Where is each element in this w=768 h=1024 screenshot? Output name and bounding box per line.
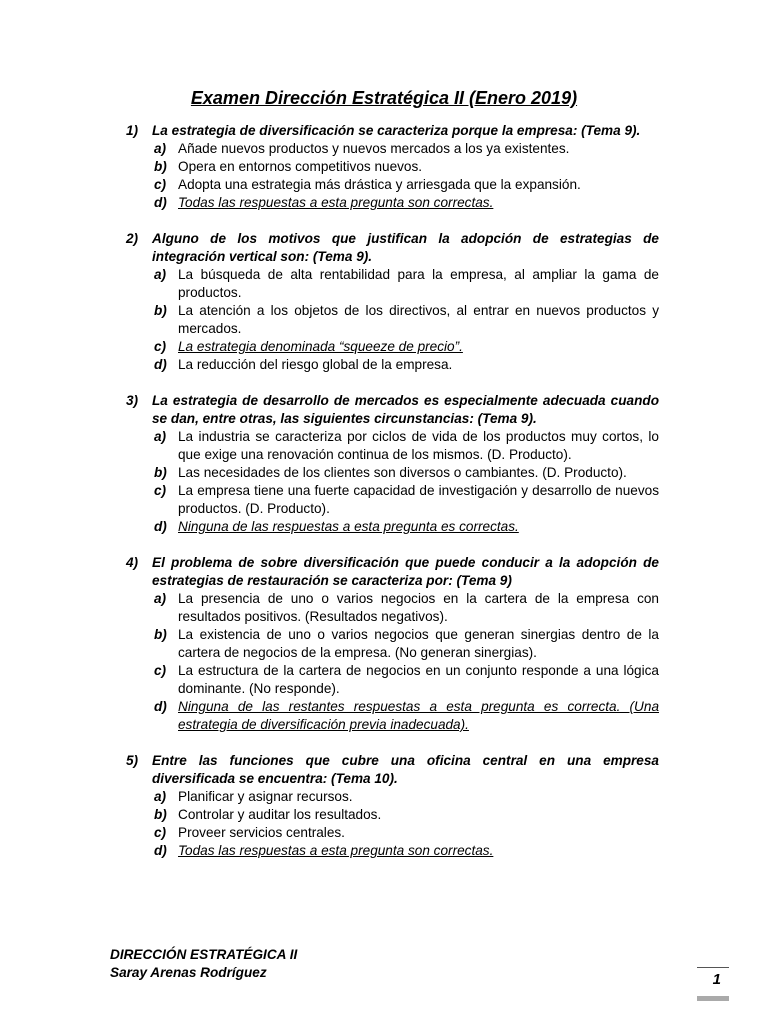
page-title: Examen Dirección Estratégica II (Enero 2019) [190,88,578,108]
option-text: Opera en entornos competitivos nuevos. [178,159,423,174]
option [154,302,659,338]
option-letter: a) [154,267,167,282]
footer [110,946,297,982]
option-letter: a) [154,591,167,606]
option [154,158,659,176]
question-5 [126,752,659,860]
option-text: Añade nuevos productos y nuevos mercados a los ya existentes. [178,141,570,156]
option-text: La búsqueda de alta rentabilidad para la empresa, al ampliar la gama de productos. [178,267,659,300]
option-letter: d) [154,699,167,714]
option [154,356,659,374]
option-text: Controlar y auditar los resultados. [178,807,382,822]
option-letter: b) [154,303,167,318]
question-1 [126,122,659,212]
option-text: La estrategia denominada “squeeze de precio”. [178,339,463,354]
footer-course: DIRECCIÓN ESTRATÉGICA II [110,947,298,962]
option-correct [154,842,659,860]
question-text: Entre las funciones que cubre una oficina central en una empresa diversificada se encuentra: (Tema 10). [152,753,659,786]
option-letter: c) [154,339,167,354]
option-letter: d) [154,519,167,534]
option-text: La industria se caracteriza por ciclos de vida de los productos muy cortos, lo que exige una renovación continua de los mismos. (D. Producto). [178,429,659,462]
option-letter: c) [154,663,167,678]
option-text: La reducción del riesgo global de la empresa. [178,357,453,372]
option-text: Adopta una estrategia más drástica y arriesgada que la expansión. [178,177,581,192]
option [154,626,659,662]
question-number: 2) [126,231,139,246]
option-letter: b) [154,807,167,822]
question-header [126,392,659,428]
question-text: Alguno de los motivos que justifican la adopción de estrategias de integración vertical son: (Tema 9). [152,231,659,264]
option-letter: d) [154,195,167,210]
option-letter: c) [154,483,167,498]
option-correct [154,698,659,734]
question-4 [126,554,659,734]
question-header [126,752,659,788]
question-number: 5) [126,753,139,768]
option-text: Todas las respuestas a esta pregunta son correctas. [178,843,494,858]
question-2 [126,230,659,374]
question-3 [126,392,659,536]
option-letter: b) [154,465,167,480]
option [154,806,659,824]
page-number-box [697,967,729,1001]
option-correct [154,338,659,356]
option [154,662,659,698]
footer-author: Saray Arenas Rodríguez [110,965,267,980]
option-letter: a) [154,429,167,444]
option-text: La empresa tiene una fuerte capacidad de investigación y desarrollo de nuevos productos. (D. Producto). [178,483,659,516]
option [154,590,659,626]
option-text: La estructura de la cartera de negocios en un conjunto responde a una lógica dominante. (No responde). [178,663,659,696]
option-text: Planificar y asignar recursos. [178,789,353,804]
option [154,464,659,482]
option-text: Ninguna de las restantes respuestas a esta pregunta es correcta. (Una estrategia de diversificación previa inadecuada). [178,699,659,732]
questions-list [126,122,659,878]
option-letter: a) [154,789,167,804]
option-letter: b) [154,159,167,174]
option-text: Ninguna de las respuestas a esta pregunta es correctas. [178,519,519,534]
question-header [126,122,659,140]
option-text: La atención a los objetos de los directivos, al entrar en nuevos productos y mercados. [178,303,659,336]
option-text: La existencia de uno o varios negocios que generan sinergias dentro de la cartera de negocios de la empresa. (No generan sinergias). [178,627,659,660]
question-text: La estrategia de desarrollo de mercados es especialmente adecuada cuando se dan, entre otras, las siguientes circunstancias: (Tema 9). [152,393,659,426]
option-letter: d) [154,357,167,372]
option-correct [154,518,659,536]
question-text: El problema de sobre diversificación que puede conducir a la adopción de estrategias de restauración se caracteriza por: (Tema 9) [152,555,659,588]
option [154,140,659,158]
option [154,266,659,302]
option-text: La presencia de uno o varios negocios en la cartera de la empresa con resultados positivos. (Resultados negativos). [178,591,659,624]
option [154,428,659,464]
option-correct [154,194,659,212]
option [154,788,659,806]
question-header [126,230,659,266]
option-letter: b) [154,627,167,642]
question-header [126,554,659,590]
question-number: 1) [126,123,139,138]
option-text: Las necesidades de los clientes son diversos o cambiantes. (D. Producto). [178,465,627,480]
option-letter: c) [154,177,167,192]
option-letter: a) [154,141,167,156]
question-text: La estrategia de diversificación se caracteriza porque la empresa: (Tema 9). [152,123,641,138]
option-letter: d) [154,843,167,858]
option [154,824,659,842]
question-number: 3) [126,393,139,408]
option [154,482,659,518]
option-text: Proveer servicios centrales. [178,825,345,840]
page-number: 1 [712,971,721,988]
option [154,176,659,194]
question-number: 4) [126,555,139,570]
option-text: Todas las respuestas a esta pregunta son correctas. [178,195,494,210]
option-letter: c) [154,825,167,840]
